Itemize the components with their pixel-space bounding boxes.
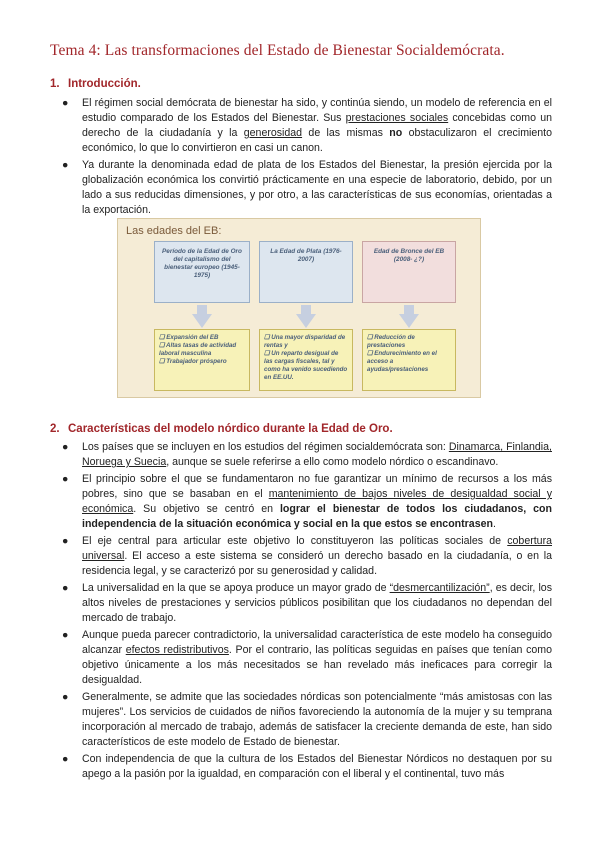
down-arrow-icon — [296, 314, 316, 328]
feature-item: ❑ Expansión del EB — [159, 334, 219, 341]
text-run: Aunque pueda parecer contradictorio, la universalidad característica de este modelo ha conseguido alcanzar — [82, 629, 552, 656]
feature-item: ❑ Trabajador próspero — [159, 358, 227, 365]
underlined-term: mantenimiento de bajos niveles de desigualdad social y económica — [82, 488, 552, 515]
section-2-number: 2. — [50, 423, 60, 435]
list-item — [62, 96, 552, 156]
feature-item: ❑ Altas tasas de actividad laboral masculina — [159, 342, 237, 357]
bullet-icon: ● — [62, 97, 69, 109]
section-1-list — [62, 96, 552, 220]
section-2-title: Características del modelo nórdico durante la Edad de Oro. — [68, 423, 393, 435]
bullet-icon: ● — [62, 535, 69, 547]
underlined-term: efectos redistributivos — [125, 644, 229, 656]
text-run: Generalmente, se admite que las sociedades nórdicas son potencialmente “más amistosas con las mujeres”. Los servicios de cuidados de niños favoreciendo la autonomía de la mujer y su temprana incorporación al mercado de trabajo, además de satisfacer la creciente demanda de este, han sido característicos de este modelo de Estado de bienestar. — [82, 691, 552, 748]
bullet-icon: ● — [62, 629, 69, 641]
down-arrow-icon — [399, 314, 419, 328]
text-run: de las mismas — [302, 127, 390, 139]
bullet-icon: ● — [62, 473, 69, 485]
figure-title: Las edades del EB: — [126, 225, 222, 237]
bronze-age-features — [362, 329, 456, 391]
text-run: El eje central para articular este objetivo lo constituyeron las políticas sociales de — [82, 535, 508, 547]
text-run: Los países que se incluyen en los estudios del régimen socialdemócrata son: — [82, 441, 449, 453]
ages-figure — [117, 218, 481, 398]
text-run: , aunque se suele referirse a ello como modelo nórdico o escandinavo. — [166, 456, 499, 468]
bullet-icon: ● — [62, 582, 69, 594]
text-run: La universalidad en la que se apoya produce un mayor grado de — [82, 582, 390, 594]
text-run: Con independencia de que la cultura de los Estados del Bienestar Nórdicos no destaquen por su apego a la pasión por la igualdad, en comparación con el liberal y el continental, tuvo más — [82, 753, 552, 780]
golden-age-features — [154, 329, 250, 391]
page-title: Tema 4: Las transformaciones del Estado de Bienestar Socialdemócrata. — [50, 42, 505, 59]
section-1-number: 1. — [50, 78, 60, 90]
bold-term: lograr el bienestar de todos los ciudadanos, con independencia de la situación económica y social en la que estos se encontrasen — [82, 503, 552, 530]
text-run: . Por el contrario, las políticas seguidas en países que tenían como objetivo únicamente a los más necesitados se han revelado más ineficaces para corregir la desigualdad. — [82, 644, 552, 686]
silver-age-features — [259, 329, 353, 391]
text-run: El principio sobre el que se fundamentaron no fue garantizar un mínimo de recursos a los más pobres, sino que se basaban en el — [82, 473, 552, 500]
text-run: . El acceso a este sistema se consideró un derecho basado en la ciudadanía, o en la residencia legal, y se caracterizó por su generosidad y calidad. — [82, 550, 552, 577]
underlined-term: “desmercantilización” — [389, 582, 490, 594]
section-2-list — [62, 440, 552, 784]
feature-item: ❑ Un reparto desigual de las cargas fiscales, tal y como ha venido sucediendo en EE.UU. — [264, 350, 348, 381]
list-item — [62, 158, 552, 218]
text-run: obstaculizaron el crecimiento económico, lo que lo convirtieron en casi un canon. — [82, 127, 552, 154]
text-run: Ya durante la denominada edad de plata de los Estados del Bienestar, la presión ejercida por la globalización económica los convirtió prácticamente en una especie de laboratorio, debido, por un lado a sus reducidas dimensiones, y por otro, a las características de sus economías, orientadas a la exportación. — [82, 159, 552, 216]
feature-item: ❑ Una mayor disparidad de rentas y — [264, 334, 346, 349]
list-item — [62, 752, 552, 782]
list-item — [62, 690, 552, 750]
bullet-icon: ● — [62, 159, 69, 171]
down-arrow-icon — [192, 314, 212, 328]
golden-age-box: Período de la Edad de Oro del capitalismo del bienestar europeo (1945-1975) — [154, 241, 250, 303]
underlined-term: cobertura universal — [82, 535, 552, 562]
list-item — [62, 534, 552, 579]
underlined-term: generosidad — [243, 127, 303, 139]
underlined-term: prestaciones sociales — [345, 112, 449, 124]
underlined-term: Dinamarca, Finlandia, Noruega y Suecia — [82, 441, 552, 468]
section-1-heading — [50, 78, 141, 90]
bronze-age-box: Edad de Bronce del EB (2008- ¿?) — [362, 241, 456, 303]
feature-item: ❑ Endurecimiento en el acceso a ayudas/prestaciones — [367, 350, 437, 373]
silver-age-box: La Edad de Plata (1976-2007) — [259, 241, 353, 303]
bullet-icon: ● — [62, 753, 69, 765]
text-run: El régimen social demócrata de bienestar ha sido, y continúa siendo, un modelo de referencia en el estudio comparado de los Estados del Bienestar. Sus — [82, 97, 552, 124]
text-run: . — [492, 518, 496, 530]
section-2-heading — [50, 423, 393, 435]
section-1-title: Introducción. — [68, 78, 141, 90]
text-run: concebidas como un derecho de la ciudadanía y la — [82, 112, 552, 139]
list-item — [62, 581, 552, 626]
text-run: . Su objetivo se centró en — [133, 503, 280, 515]
feature-item: ❑ Reducción de prestaciones — [367, 334, 415, 349]
list-item — [62, 472, 552, 532]
bullet-icon: ● — [62, 441, 69, 453]
list-item — [62, 628, 552, 688]
bold-term: no — [389, 127, 403, 139]
bullet-icon: ● — [62, 691, 69, 703]
text-run: , es decir, los altos niveles de prestaciones y servicios públicos posibilitan que los ciudadanos no dependan del mercado de trabajo. — [82, 582, 552, 624]
list-item — [62, 440, 552, 470]
